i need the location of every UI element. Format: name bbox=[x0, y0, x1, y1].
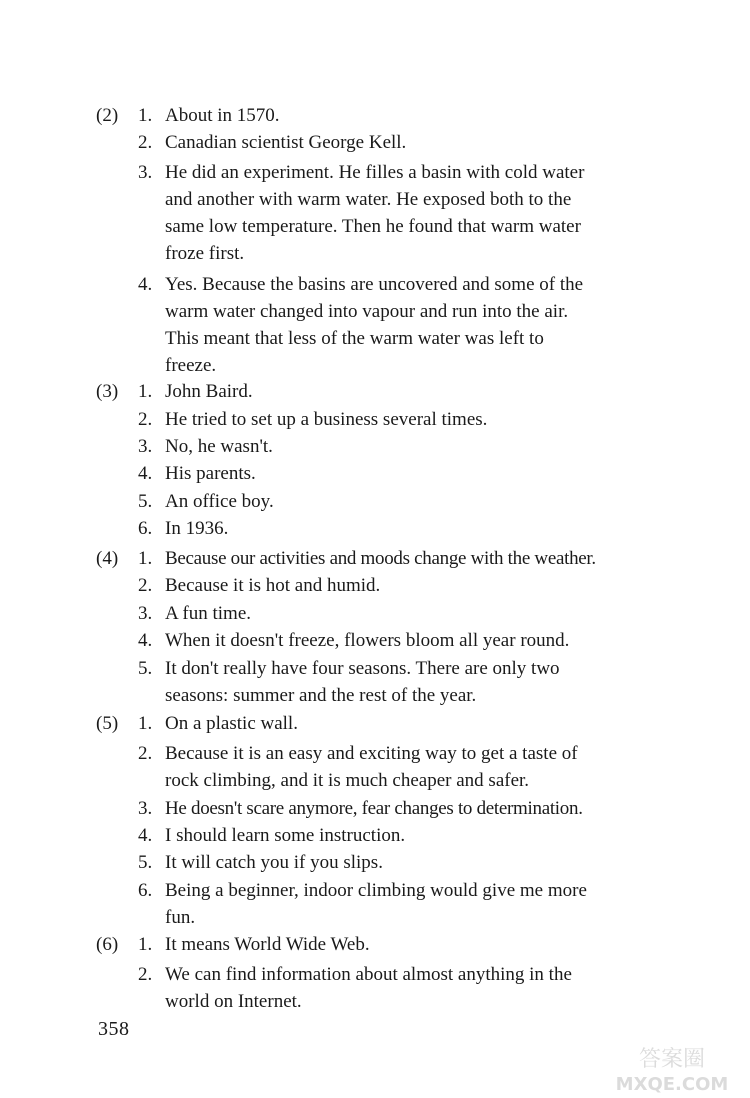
section-label: (5) bbox=[96, 713, 119, 734]
answer-text-line: fun. bbox=[165, 907, 196, 928]
answer-text-line: We can find information about almost anything in the bbox=[165, 964, 572, 985]
answer-text: When it doesn't freeze, flowers bloom all year round. bbox=[165, 630, 570, 651]
answer-text: Canadian scientist George Kell. bbox=[165, 132, 407, 153]
answer-text-line: and another with warm water. He exposed both to the bbox=[165, 189, 572, 210]
answer-text: An office boy. bbox=[165, 491, 274, 512]
item-number: 3. bbox=[138, 162, 153, 183]
item-number: 5. bbox=[138, 658, 153, 679]
answer-text: In 1936. bbox=[165, 518, 229, 539]
answer-text-line: Yes. Because the basins are uncovered and some of the bbox=[165, 274, 584, 295]
section-label: (3) bbox=[96, 381, 119, 402]
item-number: 6. bbox=[138, 518, 153, 539]
answer-text: His parents. bbox=[165, 463, 256, 484]
answer-text: It will catch you if you slips. bbox=[165, 852, 383, 873]
answer-text-line: seasons: summer and the rest of the year. bbox=[165, 685, 477, 706]
item-number: 3. bbox=[138, 603, 153, 624]
item-number: 3. bbox=[138, 798, 153, 819]
answer-text: It means World Wide Web. bbox=[165, 934, 370, 955]
item-number: 2. bbox=[138, 132, 153, 153]
watermark-top-text: 答案圈 bbox=[638, 1047, 706, 1072]
item-number: 5. bbox=[138, 491, 153, 512]
answer-text-line: Because it is an easy and exciting way to get a taste of bbox=[165, 743, 578, 764]
item-number: 1. bbox=[138, 713, 153, 734]
answer-text-line: world on Internet. bbox=[165, 991, 302, 1012]
answer-text-line: rock climbing, and it is much cheaper and safer. bbox=[165, 770, 530, 791]
answer-text-line: warm water changed into vapour and run into the air. bbox=[165, 301, 569, 322]
item-number: 2. bbox=[138, 964, 153, 985]
item-number: 3. bbox=[138, 436, 153, 457]
page-number: 358 bbox=[98, 1018, 130, 1040]
item-number: 2. bbox=[138, 409, 153, 430]
section-label: (2) bbox=[96, 105, 119, 126]
item-number: 2. bbox=[138, 575, 153, 596]
item-number: 4. bbox=[138, 630, 153, 651]
answer-text: A fun time. bbox=[165, 603, 252, 624]
answer-text: John Baird. bbox=[165, 381, 253, 402]
answer-text-line: It don't really have four seasons. There are only two bbox=[165, 658, 560, 679]
answer-text-line: froze first. bbox=[165, 243, 245, 264]
answer-text: I should learn some instruction. bbox=[165, 825, 406, 846]
answer-text-line: same low temperature. Then he found that warm water bbox=[165, 216, 581, 237]
item-number: 6. bbox=[138, 880, 153, 901]
answer-text-line: freeze. bbox=[165, 355, 217, 376]
item-number: 1. bbox=[138, 934, 153, 955]
section-label: (4) bbox=[96, 548, 119, 569]
watermark-bottom-text: MXQE.COM bbox=[615, 1074, 729, 1095]
answer-text: Because it is hot and humid. bbox=[165, 575, 381, 596]
answer-text-line: This meant that less of the warm water was left to bbox=[165, 328, 544, 349]
answer-text: On a plastic wall. bbox=[165, 713, 298, 734]
item-number: 1. bbox=[138, 381, 153, 402]
item-number: 1. bbox=[138, 548, 153, 569]
item-number: 4. bbox=[138, 463, 153, 484]
answer-text: He tried to set up a business several times. bbox=[165, 409, 488, 430]
answer-text: No, he wasn't. bbox=[165, 436, 273, 457]
answer-text-line: Being a beginner, indoor climbing would give me more bbox=[165, 880, 587, 901]
section-label: (6) bbox=[96, 934, 119, 955]
item-number: 2. bbox=[138, 743, 153, 764]
answer-text: About in 1570. bbox=[165, 105, 280, 126]
item-number: 4. bbox=[138, 825, 153, 846]
answer-text-line: He did an experiment. He filles a basin with cold water bbox=[165, 162, 585, 183]
site-watermark bbox=[602, 1042, 742, 1096]
answer-text: Because our activities and moods change with the weather. bbox=[165, 548, 596, 569]
item-number: 5. bbox=[138, 852, 153, 873]
answer-text: He doesn't scare anymore, fear changes to determination. bbox=[165, 798, 583, 819]
item-number: 1. bbox=[138, 105, 153, 126]
item-number: 4. bbox=[138, 274, 153, 295]
